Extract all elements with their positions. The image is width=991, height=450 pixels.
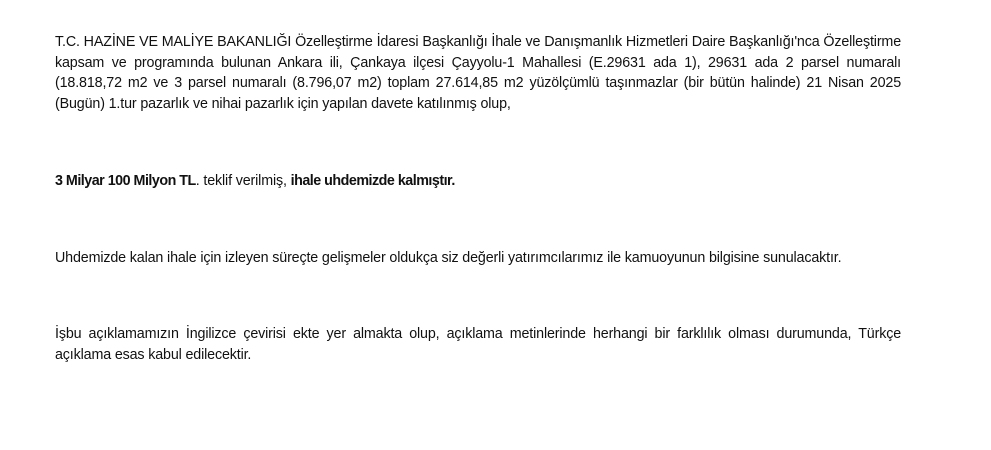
translation-note-paragraph: İşbu açıklamamızın İngilizce çevirisi ekte yer almakta olup, açıklama metinlerinde herhangi bir farklılık olması durumunda, Türkçe açıklama esas kabul edilecektir. bbox=[55, 326, 901, 363]
announcement-document bbox=[55, 32, 901, 365]
bid-middle-text: . teklif verilmiş, bbox=[195, 173, 291, 189]
bid-result-paragraph bbox=[55, 171, 901, 192]
bid-amount: 3 Milyar 100 Milyon TL bbox=[55, 173, 196, 189]
process-paragraph: Uhdemizde kalan ihale için izleyen süreçte gelişmeler oldukça siz değerli yatırımcılarımız ile kamuoyunun bilgisine sunulacaktır. bbox=[55, 249, 842, 266]
tender-result: ihale uhdemizde kalmıştır. bbox=[290, 173, 455, 189]
intro-paragraph: T.C. HAZİNE VE MALİYE BAKANLIĞI Özelleştirme İdaresi Başkanlığı İhale ve Danışmanlık Hizmetleri Daire Başkanlığı'nca Özelleştirme kapsam ve programında bulunan Ankara ili, Çankaya ilçesi Çayyolu-1 Mahallesi (E.29631 ada 1), 29631 ada 2 parsel numaralı (18.818,72 m2 ve 3 parsel numaralı (8.796,07 m2) toplam 27.614,85 m2 yüzölçümlü taşınmazlar (bir bütün halinde) 21 Nisan 2025 (Bugün) 1.tur pazarlık ve nihai pazarlık için yapılan davete katılınmış olup, bbox=[55, 34, 901, 112]
